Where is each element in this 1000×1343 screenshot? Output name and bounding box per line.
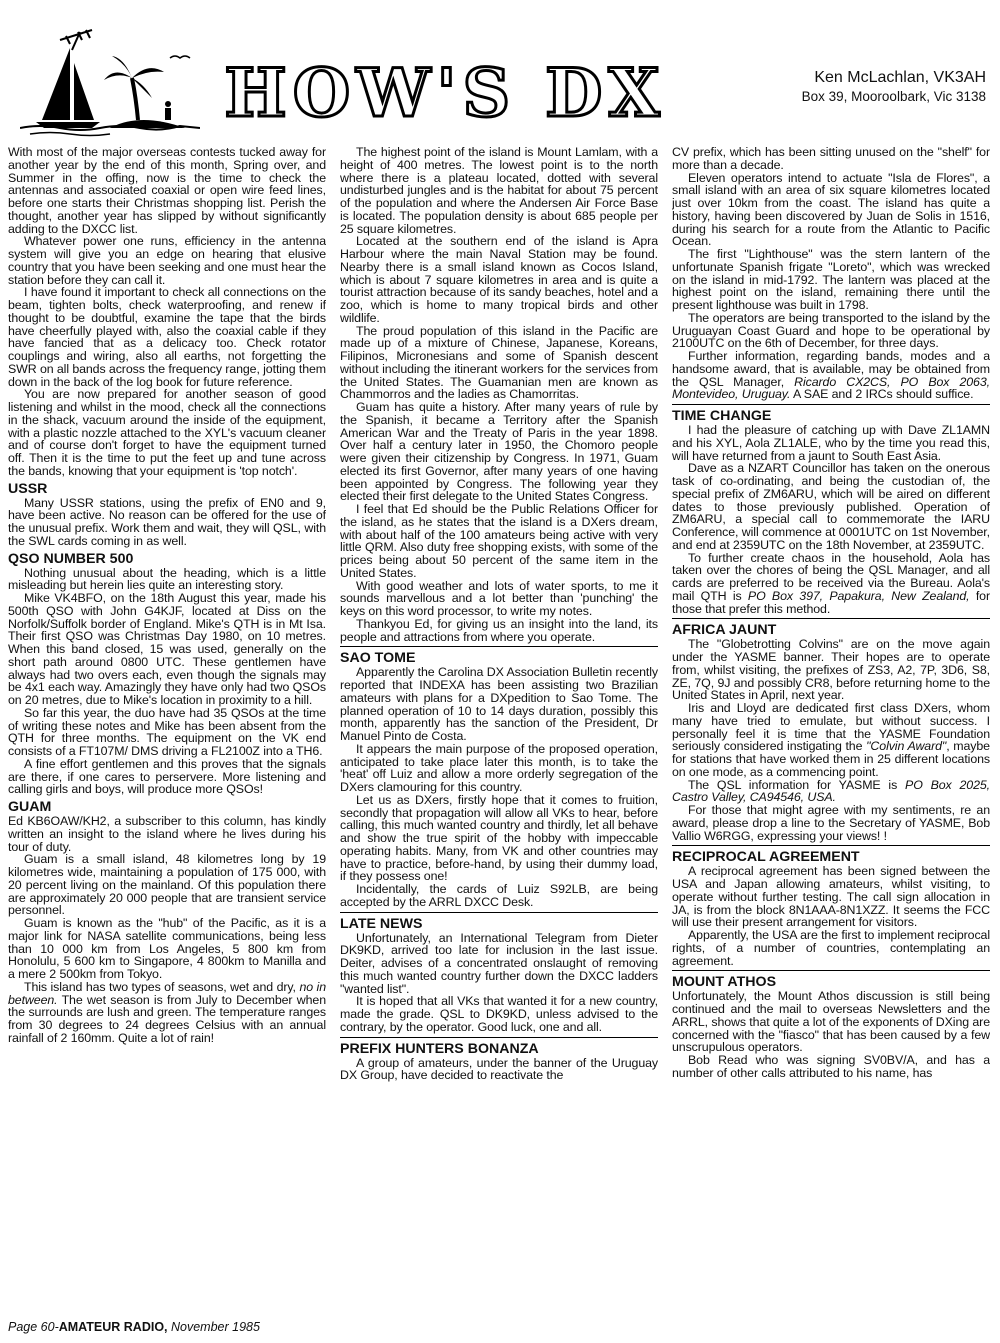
divider: [672, 970, 990, 971]
author-name: Ken McLachlan, VK3AH: [814, 69, 986, 86]
author-address: Box 39, Mooroolbark, Vic 3138: [801, 89, 986, 104]
section-heading-reciprocal: RECIPROCAL AGREEMENT: [672, 849, 860, 866]
paragraph: The operators are being transported to the island by the Uruguayan Coast Guard and hope to be operational by 2100UTC on the 6th of December, for three days.: [672, 310, 990, 351]
paragraph: Unfortunately, an International Telegram from Dieter DK9KD, arrived too late for inclusion in the last issue. Deiter, advises of a concentrated onslaught of removing this much wanted country further down the DXCC ladders "wanted list".: [340, 930, 658, 996]
section-heading-time-change: TIME CHANGE: [672, 408, 772, 424]
paragraph: I feel that Ed should be the Public Relations Officer for the island, as he states that the island is a DXers dream, with about half of the 100 amateurs being active with very little QRM. Also duty free shopping exists, with some of the prices being about 50 percent of the same item in the United States.: [340, 502, 658, 580]
paragraph: Nothing unusual about the heading, which is a little misleading but herein lies quite an interesting story.: [8, 565, 326, 593]
italic-run: "Colvin Award": [866, 739, 947, 754]
paragraph: For those that might agree with my sentiments, re an award, please drop a line to the Secretary of YASME, Bob Vallio W6RGG, expressing your views! !: [672, 803, 990, 843]
paragraph: Mike VK4BFO, on the 18th August this year, made his 500th QSO with John G4KJF, located at Diss on the Norfolk/Suffolk border of England. Mike's QTH is in Mt Isa. Their first QSO was Christmas Day 1980, on 10 metres. When this band closed, 15 was used, generally on the short path around 0800 UTC. These gentlemen have always had two overs each, even though the signals may be 4x1 each way. Amazingly they have only had two QSOs on 20 metres, due to Mike's location in proximity to a hill.: [8, 591, 326, 707]
italic-run: no in between.: [8, 979, 326, 1007]
italic-run: Ricardo CX2CS, PO Box 2063, Montevideo, Uruguay.: [672, 374, 990, 402]
text-run: for those that prefer this method.: [672, 588, 990, 616]
paragraph: Many USSR stations, using the prefix of EN0 and 9, have been active. No reason can be offered for the use of the unusual prefix. Work them and wait, they will QSL, with the SWL cards coming in as well.: [8, 495, 326, 548]
text-run: The wet season is from July to December when the surrounds are lush and green. The temperature ranges from 30 degrees to 24 degrees Celsius with an annual rainfall of 2 160mm. Quite a lot of rain!: [8, 992, 326, 1045]
paragraph: [672, 779, 990, 805]
page-footer: [8, 1320, 260, 1334]
paragraph: It appears the main purpose of the proposed operation, anticipated to take place later this month, is to take the 'heat' off Luiz and allow a more orderly segregation of the DXers clamouring for this country.: [340, 741, 658, 794]
section-heading-mount-athos: MOUNT ATHOS: [672, 974, 777, 991]
column-2: [340, 146, 658, 1316]
divider: [672, 404, 990, 405]
section-heading-late-news: LATE NEWS: [340, 915, 423, 932]
paragraph: The highest point of the island is Mount Lamlam, with a height of 400 metres. The lowest point is to the north where there is a plateau located, dotted with several undisturbed jungles and is the habitat for about 75 percent of the population and where the Andersen Air Force Base is located. The population density is about 685 people per 25 square kilometres.: [340, 146, 658, 236]
page-title: [210, 42, 680, 132]
paragraph: The first "Lighthouse" was the stern lantern of the unfortunate Spanish frigate "Loreto", which was wrecked on the island in mid-1792. The lantern was placed at the highest point on the island, remaining there until the present lighthouse was built in 1798.: [672, 247, 990, 312]
paragraph: [672, 552, 990, 616]
paragraph: Dave as a NZART Councillor has taken on the onerous task of co-ordinating, and being the custodian of, the special prefix of ZM6ARU, which will be aired on different dates to those previously published. Operation of ZM6ARU, a special call to commemorate the IARU Conference, will commence at 0001UTC on 1st November, and end at 2359UTC on the 18th November, at 2359UTC.: [672, 461, 990, 552]
page-header: [0, 0, 1000, 140]
paragraph: [672, 702, 990, 779]
paragraph: With good weather and lots of water sports, to me it sounds marvellous and a lot better than 'punching' the keys on this word processor, to write my notes.: [340, 578, 658, 618]
paragraph: CV prefix, which has been sitting unused on the "shelf" for more than a decade.: [672, 146, 990, 172]
paragraph: Ed KB6OAW/KH2, a subscriber to this column, has kindly written an insight to the island where he lives during his tour of duty.: [8, 814, 326, 854]
italic-run: PO Box 397, Papakura, New Zealand,: [747, 588, 970, 603]
column-3: [672, 146, 990, 1316]
section-heading-sao-tome: SAO TOME: [340, 650, 416, 667]
paragraph: Incidentally, the cards of Luiz S92LB, are being accepted by the ARRL DXCC Desk.: [340, 882, 658, 909]
paragraph: A reciprocal agreement has been signed between the USA and Japan allowing amateurs, whilst visiting, to operate without further testing. The call sign allocation in JA, is from the block 8N1AAA-8N1XZZ. It seems the FCC will use their present arrangement for visitors.: [672, 864, 990, 930]
divider: [672, 618, 990, 619]
text-run: This island has two types of seasons, wet and dry,: [24, 979, 300, 994]
paragraph: The proud population of this island in the Pacific are made up of a mixture of Chinese, Japanese, Koreans, Filipinos, Micronesians and some of Spanish descent without including the itinerant workers for the services from the United States. The Guamanian men are known as Chammorros and the ladies as Chamorritas.: [340, 323, 658, 402]
paragraph: Eleven operators intend to actuate "Isla de Flores", a small island with an area of six square kilometres located just over 10km from the coast. The island has quite a history, having been discovered by Juan de Solis in 1516, during his search for a route from the Atlantic to Pacific Ocean.: [672, 170, 990, 249]
text-run: A SAE and 2 IRCs should suffice.: [790, 387, 974, 402]
text-run: To further create chaos in the household, Aola has taken over the chores of being the QSL Manager, and all cards are preferred to be received via the Bureau. Aola's mail QTH is: [672, 550, 990, 603]
paragraph: Bob Read who was signing SV0BV/A, and has a number of other calls attributed to his name, has: [672, 1053, 990, 1080]
paragraph: Guam has quite a history. After many years of rule by the Spanish, it became a Territory after the Spanish American War and the Treaty of Paris in the year 1898. Over half a century later in 1950, the Chomoro people were given their citizenship by Congress. In 1971, Guam elected its first Governor, after many years of one having been appointed by Congress. The following year they elected their first delegate to the United States Congress.: [340, 400, 658, 504]
paragraph: I had the pleasure of catching up with Dave ZL1AMN and his XYL, Aola ZL1ALE, who by the time you read this, will have returned from a jaunt to South East Asia.: [672, 423, 990, 463]
paragraph: Apparently the Carolina DX Association Bulletin recently reported that INDEXA has been assisting two Brazilian amateurs with plans for a DXpedition to Sao Tome. The planned operation of 10 to 14 days duration, possibly this month, apparently has the sanction of the President, Dr Manuel Pinto de Costa.: [340, 665, 658, 743]
island-antenna-icon: [20, 28, 200, 138]
divider: [340, 912, 658, 913]
italic-run: PO Box 2025, Castro Valley, CA94546, USA.: [672, 777, 990, 805]
column-1: [8, 146, 326, 1316]
divider: [672, 845, 990, 846]
paragraph: Thankyou Ed, for giving us an insight into the land, its people and attractions from where you operate.: [340, 616, 658, 644]
divider: [340, 1037, 658, 1038]
article-columns: [8, 146, 990, 1316]
text-run: , maybe for stations that have worked them in 25 different locations on one mode, as a commencing point.: [672, 739, 990, 779]
section-heading-ussr: USSR: [8, 480, 48, 497]
text-run: Further information, regarding bands, modes and a handsome award, that is available, may be obtained from the QSL Manager,: [672, 349, 990, 389]
magazine-name: AMATEUR RADIO,: [58, 1320, 168, 1334]
paragraph: Let us as DXers, firstly hope that it comes to fruition, secondly that propagation will allow all VKs to hear, before calling, this much wanted country and thirdly, let all behave and show the true spirit of the hobby with impeccable operating habits. Many, from VK and other countries may have to practice, before-hand, by using their dummy load, if they possess one!: [340, 792, 658, 884]
paragraph: Guam is a small island, 48 kilometres long by 19 kilometres wide, maintaining a population of 175 000, with 20 percent living on the mainland. Of this population there are approximately 20 000 people that are transient service personnel.: [8, 852, 326, 918]
issue-date: November 1985: [167, 1320, 260, 1334]
paragraph: The "Globetrotting Colvins" are on the move again under the YASME banner. Their hopes are to operate from, whilst visiting, the prefixes of ZS3, A2, 7P, 3D6, S8, ZE, 7Q, 9J and possibly CR8, before returning home to the United States in April, next year.: [672, 637, 990, 703]
paragraph: [672, 350, 990, 401]
author-block: [802, 68, 986, 106]
text-run: The QSL information for YASME is: [688, 777, 906, 792]
text-run: Iris and Lloyd are dedicated first class DXers, whom many have tried to emulate, but without success. I personally feel it is time that the YASME Foundation seriously considered instigating the: [672, 701, 990, 754]
paragraph: You are now prepared for another season of good listening and whilst in the mood, check all the connections in the shack, vacuum around the inside of the equipment, with a plastic nozzle attached to the XYL's vacuum cleaner and of course don't forget to have the equipment turned off. Then it is the time to put the feet up and tune across the bands, knowing that your equipment is 'top notch'.: [8, 387, 326, 478]
paragraph: So far this year, the duo have had 35 QSOs at the time of writing these notes and Mike has been absent from the QTH for three months. The equipment on the VK end consists of a FT107M/ DMS driving a FL2100Z into a TH6.: [8, 705, 326, 758]
paragraph: Whatever power one runs, efficiency in the antenna system will give you an edge on hearing that elusive country that you have been seeking and one must hear the station before they can call it.: [8, 234, 326, 287]
section-heading-prefix-hunters: PREFIX HUNTERS BONANZA: [340, 1040, 539, 1057]
paragraph: Apparently, the USA are the first to implement reciprocal rights, of a number of countries, contemplating an agreement.: [672, 928, 990, 968]
paragraph: [8, 981, 326, 1045]
page-title-text: HOW'S DX: [224, 54, 666, 132]
paragraph: A group of amateurs, under the banner of the Uruguay DX Group, have decided to reactivate the: [340, 1055, 658, 1083]
paragraph: It is hoped that all VKs that wanted it for a new country, made the grade. QSL to DK9KD, unless advised to the contrary, by the operator. Good luck, one and all.: [340, 994, 658, 1034]
section-heading-qso: QSO NUMBER 500: [8, 550, 134, 567]
paragraph: I have found it important to check all connections on the beam, tighten bolts, check waterproofing, and renew if thought to be doubtful, examine the tape that the birds have cheerfully played with, also the coaxial cable if they have fancied that as a delicacy too. Check rotator couplings and wiring, also all earths, not forgetting the SWR on all bands across the frequency range, jotting them down in the back of the log book for future reference.: [8, 285, 326, 389]
paragraph: Unfortunately, the Mount Athos discussion is still being continued and the mail to overseas Newsletters and the ARRL, shows that quite a lot of the exponents of DXing are concerned with the "fiasco" that has been caused by a few unscrupulous operators.: [672, 989, 990, 1055]
section-heading-guam: GUAM: [8, 799, 52, 815]
page-number: Page 60-: [8, 1320, 59, 1334]
paragraph: Located at the southern end of the island is Apra Harbour where the main Naval Station may be found. Nearby there is a small island known as Cocos Island, which is about 7 square kilometres in area and is quite a tourist attraction because of its sandy beaches, hotel and a zoo, which is home to many tropical birds and other wildlife.: [340, 234, 658, 325]
paragraph: Guam is known as the "hub" of the Pacific, as it is a major link for NASA satellite communications, being less than 10 000 km from Los Angeles, 5 800 km from Honolulu, 5 600 km to Singapore, 4 800km to Manilla and a mere 2 500km from Tokyo.: [8, 916, 326, 981]
paragraph: A fine effort gentlemen and this proves that the signals are there, if one cares to perservere. More listening and calling girls and boys, will produce more QSOs!: [8, 756, 326, 797]
section-heading-africa-jaunt: AFRICA JAUNT: [672, 622, 777, 639]
divider: [340, 646, 658, 647]
paragraph: With most of the major overseas contests tucked away for another year by the end of this month, Spring over, and Summer in the offing, now is the time to check the antennas and associated coaxial or open wire feed lines, before one starts their Christmas shopping list. Perish the thought, another year has slipped by without significantly adding to the DXCC list.: [8, 146, 326, 236]
